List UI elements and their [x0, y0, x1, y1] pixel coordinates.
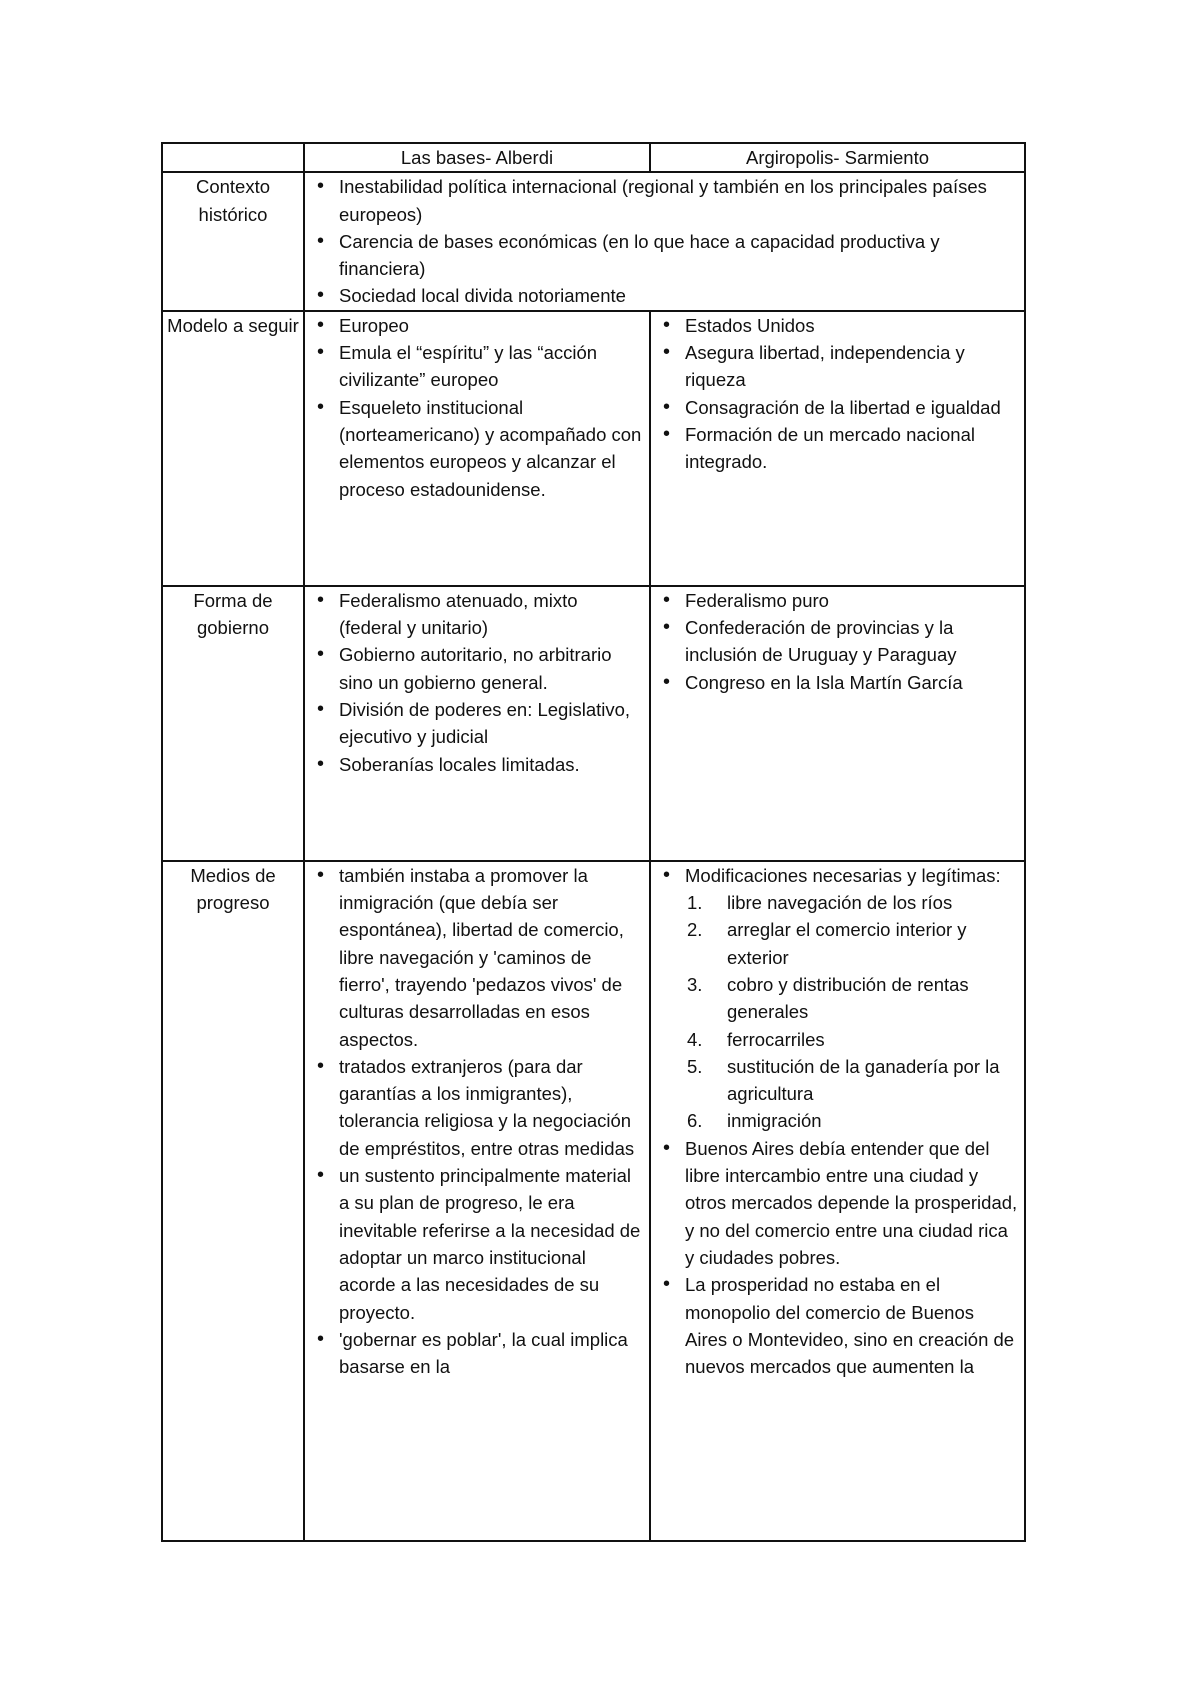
- list-item-text: Modificaciones necesarias y legítimas:: [685, 864, 1001, 886]
- list-item: • Carencia de bases económicas (en lo que hace a capacidad productiva y financiera): [309, 228, 1020, 283]
- item-number: 4.: [687, 1028, 703, 1050]
- numbered-item: [655, 916, 1020, 971]
- header-empty-cell: [162, 143, 304, 172]
- list-item: • Soberanías locales limitadas.: [309, 751, 645, 778]
- numbered-item: [655, 1026, 1020, 1053]
- item-number: 6.: [687, 1110, 703, 1132]
- list-item: • Sociedad local divida notoriamente: [309, 282, 1020, 309]
- item-number: 1.: [687, 892, 703, 914]
- list-item: • Congreso en la Isla Martín García: [655, 669, 1020, 696]
- list-item: • Gobierno autoritario, no arbitrario sino un gobierno general.: [309, 641, 645, 696]
- row-modelo-a-seguir: [162, 311, 1025, 586]
- list-item: • Confederación de provincias y la inclusión de Uruguay y Paraguay: [655, 614, 1020, 669]
- gobierno-alberdi-list: [309, 587, 645, 778]
- list-item: • Buenos Aires debía entender que del libre intercambio entre una ciudad y otros mercados depende la prosperidad, y no del comercio entre una ciudad rica y ciudades pobres.: [655, 1135, 1020, 1271]
- item-number: 5.: [687, 1055, 703, 1077]
- comparison-table: [161, 142, 1026, 1542]
- list-item: [655, 862, 1020, 1135]
- contexto-cell: [304, 172, 1025, 310]
- item-text: arreglar el comercio interior y exterior: [727, 919, 967, 968]
- item-number: 3.: [687, 973, 703, 995]
- item-text: inmigración: [727, 1110, 822, 1132]
- medios-sarmiento-list: [655, 862, 1020, 1381]
- list-item: • Inestabilidad política internacional (regional y también en los principales países europeos): [309, 173, 1020, 228]
- item-text: sustitución de la ganadería por la agricultura: [727, 1055, 1000, 1105]
- list-item: • Formación de un mercado nacional integrado.: [655, 421, 1020, 476]
- row-label-modelo: Modelo a seguir: [162, 311, 304, 586]
- item-number: 2.: [687, 919, 703, 941]
- row-label-gobierno: Forma de gobierno: [162, 586, 304, 861]
- row-label-contexto: Contexto histórico: [162, 172, 304, 310]
- modelo-sarmiento-list: [655, 312, 1020, 476]
- numbered-list: [655, 889, 1020, 1135]
- numbered-item: [655, 971, 1020, 1026]
- list-item: • Estados Unidos: [655, 312, 1020, 339]
- list-item: • Europeo: [309, 312, 645, 339]
- row-contexto-historico: [162, 172, 1025, 310]
- gobierno-alberdi-cell: [304, 586, 650, 861]
- item-text: cobro y distribución de rentas generales: [727, 973, 969, 1023]
- numbered-item: [655, 1107, 1020, 1134]
- item-text: libre navegación de los ríos: [727, 892, 953, 914]
- list-item: • también instaba a promover la inmigración (que debía ser espontánea), libertad de comercio, libre navegación y 'caminos de fierro', trayendo 'pedazos vivos' de culturas desarrolladas en esos aspectos.: [309, 862, 645, 1053]
- item-text: ferrocarriles: [727, 1028, 825, 1050]
- modelo-alberdi-cell: [304, 311, 650, 586]
- list-item: • La prosperidad no estaba en el monopolio del comercio de Buenos Aires o Montevideo, sino en creación de nuevos mercados que aumenten la: [655, 1271, 1020, 1380]
- list-item: • División de poderes en: Legislativo, ejecutivo y judicial: [309, 696, 645, 751]
- header-row: [162, 143, 1025, 172]
- list-item: • Asegura libertad, independencia y riqueza: [655, 339, 1020, 394]
- modelo-alberdi-list: [309, 312, 645, 503]
- gobierno-sarmiento-list: [655, 587, 1020, 696]
- numbered-item: [655, 889, 1020, 916]
- medios-alberdi-list: [309, 862, 645, 1381]
- list-item: • tratados extranjeros (para dar garantías a los inmigrantes), tolerancia religiosa y la negociación de empréstitos, entre otras medidas: [309, 1053, 645, 1162]
- list-item: • Consagración de la libertad e igualdad: [655, 394, 1020, 421]
- modelo-sarmiento-cell: [650, 311, 1025, 586]
- row-label-medios: Medios de progreso: [162, 861, 304, 1541]
- list-item: • 'gobernar es poblar', la cual implica basarse en la: [309, 1326, 645, 1381]
- row-forma-de-gobierno: [162, 586, 1025, 861]
- contexto-list: [309, 173, 1020, 309]
- medios-alberdi-cell: [304, 861, 650, 1541]
- list-item: • Federalismo puro: [655, 587, 1020, 614]
- list-item: • Federalismo atenuado, mixto (federal y unitario): [309, 587, 645, 642]
- header-sarmiento: Argiropolis- Sarmiento: [650, 143, 1025, 172]
- medios-sarmiento-cell: [650, 861, 1025, 1541]
- list-item: • Esqueleto institucional (norteamericano) y acompañado con elementos europeos y alcanzar el proceso estadounidense.: [309, 394, 645, 503]
- header-alberdi: Las bases- Alberdi: [304, 143, 650, 172]
- list-item: • Emula el “espíritu” y las “acción civilizante” europeo: [309, 339, 645, 394]
- numbered-item: [655, 1053, 1020, 1108]
- list-item: • un sustento principalmente material a su plan de progreso, le era inevitable referirse a la necesidad de adoptar un marco institucional acorde a las necesidades de su proyecto.: [309, 1162, 645, 1326]
- row-medios-de-progreso: [162, 861, 1025, 1541]
- gobierno-sarmiento-cell: [650, 586, 1025, 861]
